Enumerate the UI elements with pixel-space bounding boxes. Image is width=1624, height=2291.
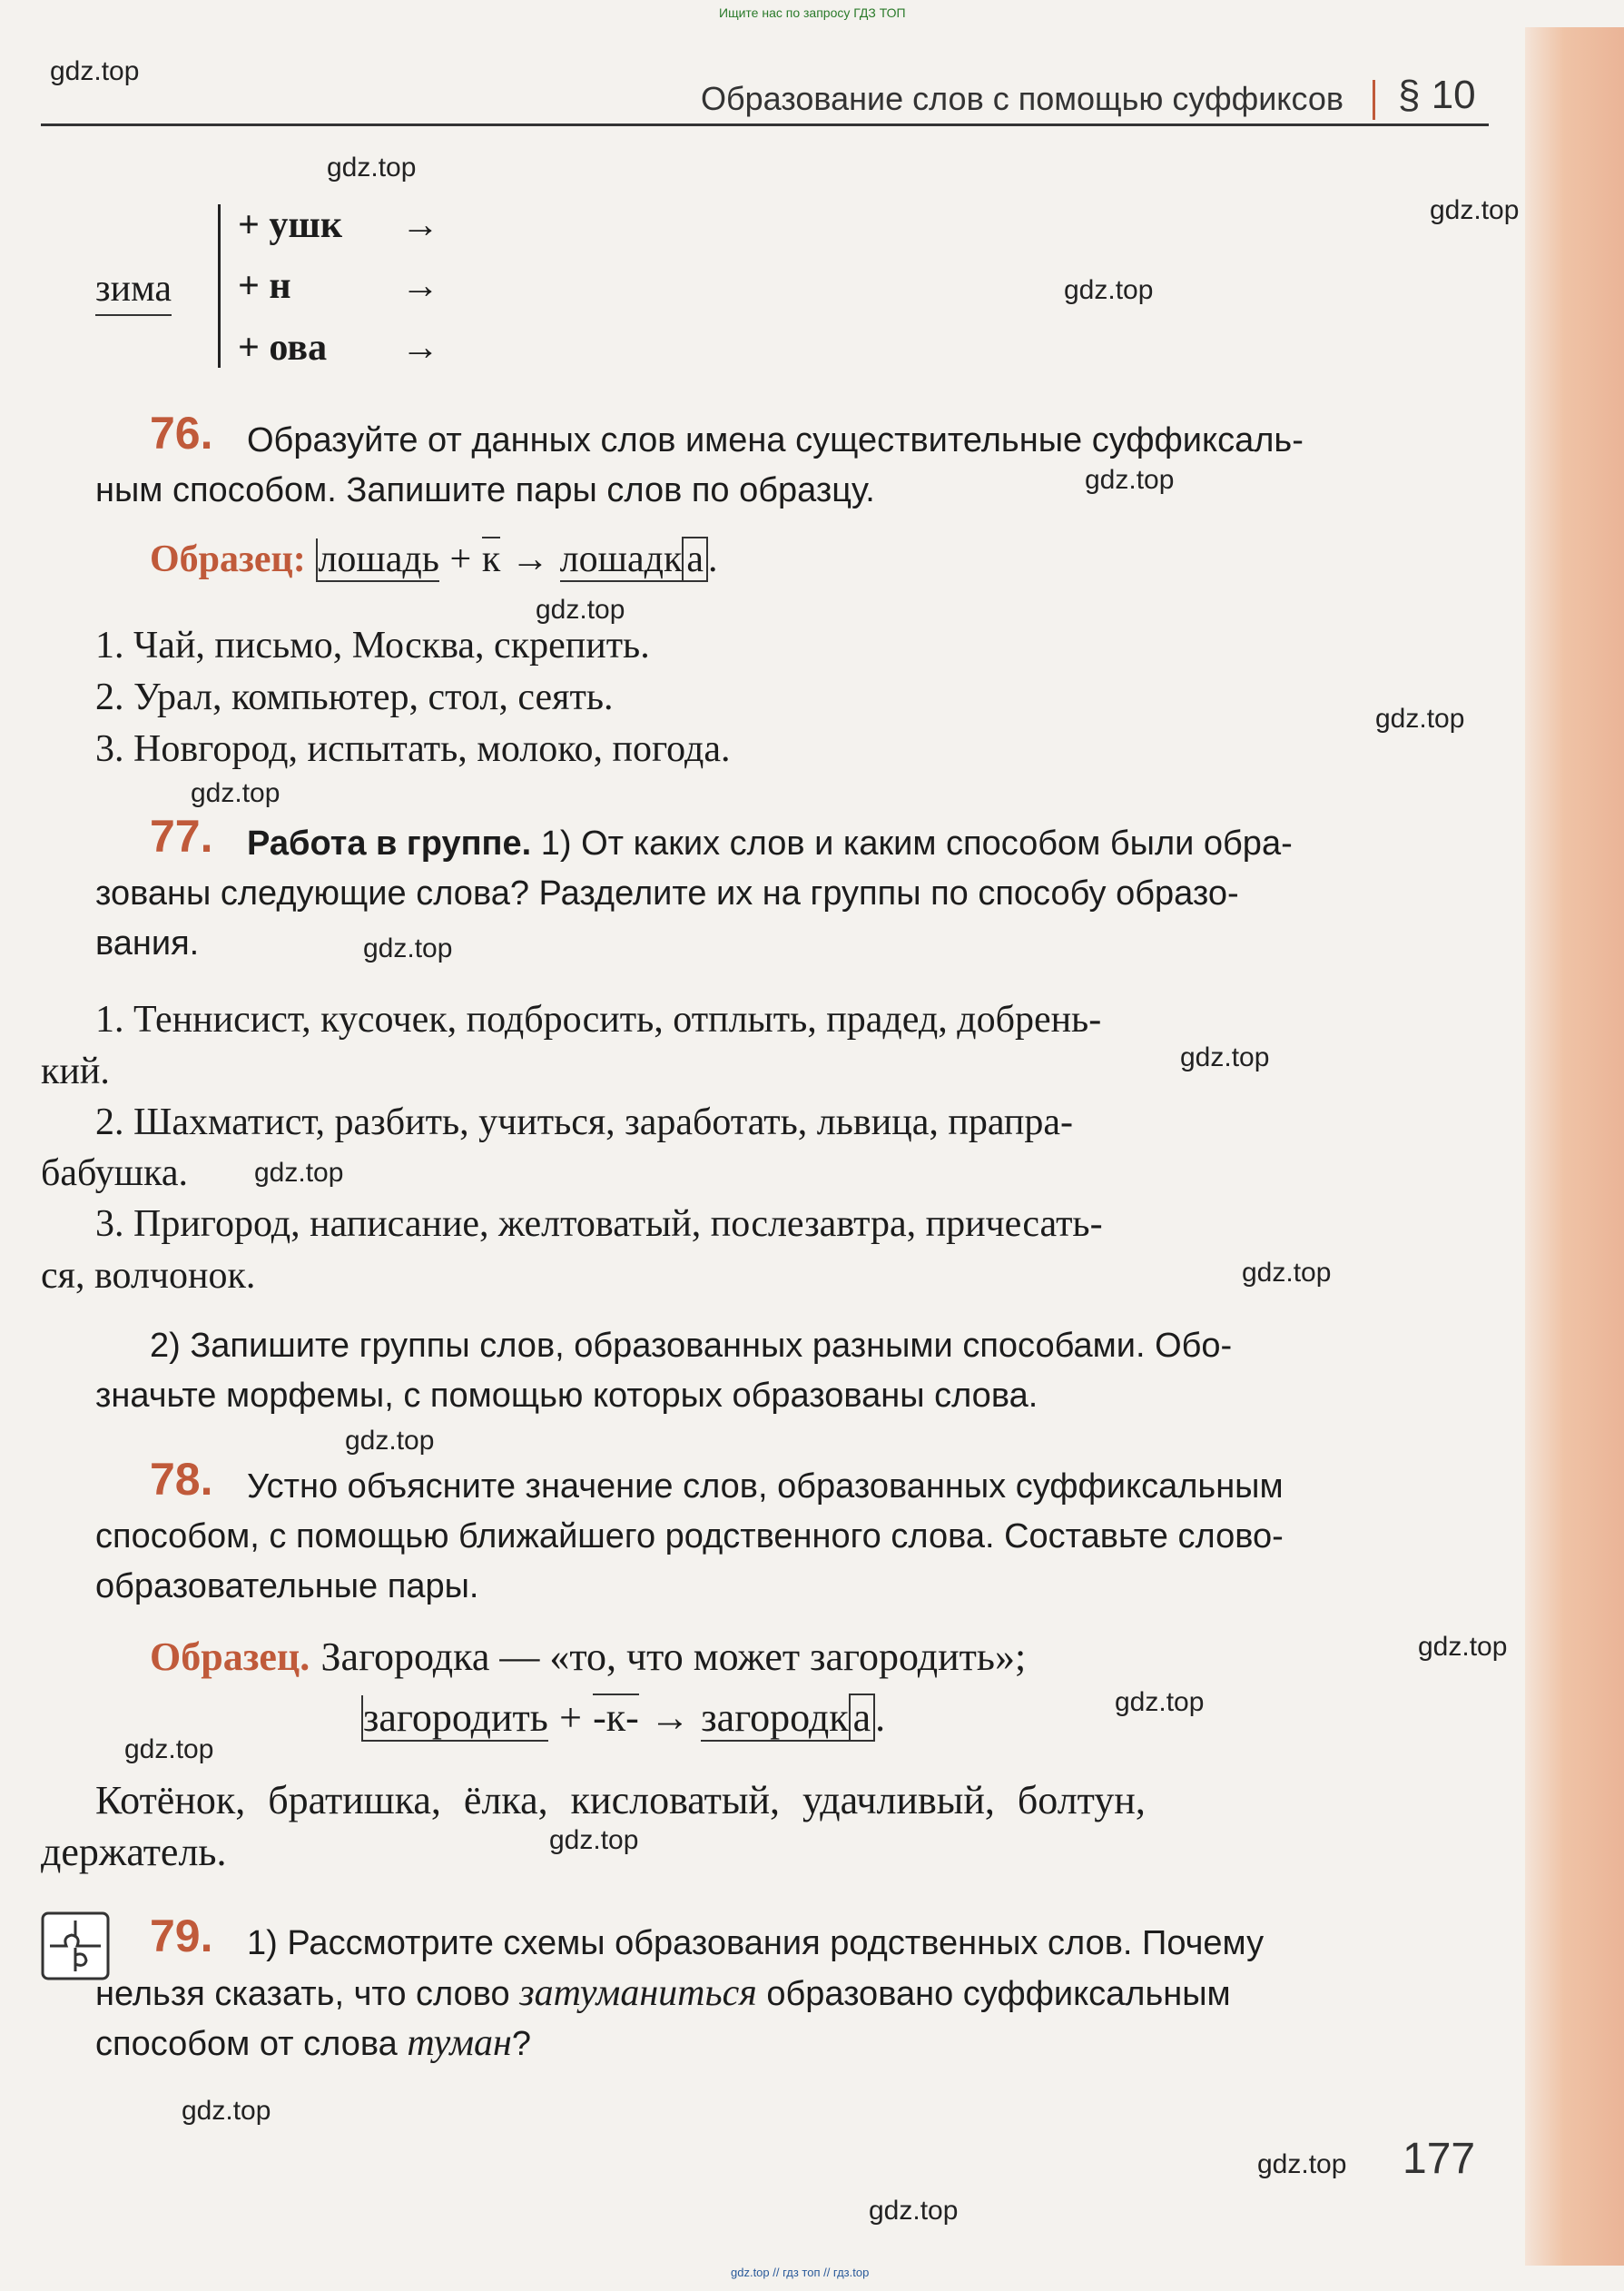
arrow-icon: →	[401, 327, 439, 369]
exercise-text: способом от слова туман?	[95, 2022, 531, 2064]
italic-word: туман	[407, 2022, 512, 2064]
watermark: gdz.top	[1115, 1687, 1205, 1717]
header-rule	[41, 123, 1489, 126]
watermark: gdz.top	[869, 2196, 959, 2226]
italic-word: затуманиться	[519, 1972, 757, 2014]
watermark: gdz.top	[363, 933, 453, 963]
page-number: 177	[1403, 2135, 1476, 2183]
section-number: § 10	[1398, 73, 1476, 117]
list-item: 3. Новгород, испытать, молоко, погода.	[95, 728, 731, 770]
list-item: 2. Шахматист, разбить, учиться, заработать, львица, прапра-	[95, 1101, 1074, 1143]
header-divider	[1373, 80, 1375, 120]
sample-line: Образец: лошадь + к → лошадк а .	[150, 538, 718, 580]
watermark: gdz.top	[254, 1158, 344, 1188]
watermark: gdz.top	[124, 1734, 214, 1764]
scheme-suffix: + н	[238, 265, 291, 307]
watermark: gdz.top	[1257, 2149, 1347, 2179]
exercise-number: 77.	[150, 811, 213, 862]
list-item: кий.	[41, 1051, 110, 1092]
sample-line: загородить + -к- → загородк а .	[363, 1695, 886, 1740]
scheme-bracket	[218, 204, 221, 368]
top-note: Ищите нас по запросу ГДЗ ТОП	[719, 5, 906, 20]
sample-result: лошадк	[559, 538, 683, 580]
exercise-text: Работа в группе. 1) От каких слов и каким способом были обра-	[247, 825, 1293, 863]
ending-box: а	[682, 537, 708, 582]
watermark: gdz.top	[327, 153, 417, 183]
sample-result: загородк	[701, 1695, 849, 1740]
arrow-icon: →	[401, 204, 439, 246]
scheme-suffix: + ушк	[238, 204, 343, 246]
sample-suffix: -к-	[593, 1695, 639, 1740]
word-list: держатель.	[41, 1830, 227, 1874]
watermark: gdz.top	[345, 1426, 435, 1456]
header-title: Образование слов с помощью суффиксов	[701, 80, 1344, 117]
arrow-icon: →	[401, 265, 439, 307]
exercise-number: 78.	[150, 1454, 213, 1505]
bottom-note: gdz.top // гдз топ // гдз.top	[731, 2266, 870, 2279]
watermark: gdz.top	[1064, 275, 1154, 305]
sample-label: Образец.	[150, 1634, 310, 1679]
exercise-text: зованы следующие слова? Разделите их на группы по способу образо-	[95, 874, 1239, 913]
exercise-number: 76.	[150, 408, 213, 459]
page-edge-tint	[1525, 27, 1624, 2266]
watermark: gdz.top	[549, 1825, 639, 1855]
watermark: gdz.top	[1430, 195, 1520, 225]
exercise-text: 2) Запишите группы слов, образованных разными способами. Обо-	[150, 1327, 1233, 1365]
list-item: 3. Пригород, написание, желтоватый, послезавтра, причесать-	[95, 1203, 1103, 1245]
group-work-label: Работа в группе.	[247, 825, 532, 863]
watermark: gdz.top	[1242, 1258, 1332, 1288]
watermark: gdz.top	[1180, 1042, 1270, 1072]
watermark: gdz.top	[191, 778, 281, 808]
list-item: 1. Теннисист, кусочек, подбросить, отплыть, прадед, добрень-	[95, 999, 1102, 1041]
exercise-text: значьте морфемы, с помощью которых образованы слова.	[95, 1377, 1038, 1415]
watermark: gdz.top	[1375, 704, 1465, 734]
watermark: gdz.top	[536, 595, 625, 625]
exercise-number: 79.	[150, 1911, 213, 1961]
list-item: ся, волчонок.	[41, 1255, 256, 1297]
ending-box: а	[849, 1694, 876, 1742]
sample-suffix: к	[481, 538, 501, 580]
watermark: gdz.top	[1418, 1632, 1508, 1662]
sample-label: Образец:	[150, 538, 306, 580]
exercise-text: способом, с помощью ближайшего родственного слова. Составьте слово-	[95, 1517, 1284, 1555]
exercise-text: Устно объясните значение слов, образованных суффиксальным	[247, 1467, 1284, 1506]
arrow-icon: →	[510, 538, 549, 580]
word-list: Котёнок, братишка, ёлка, кисловатый, удачливый, болтун,	[95, 1778, 1146, 1822]
sample-line: Образец. Загородка — «то, что может загородить»;	[150, 1634, 1027, 1679]
arrow-icon: →	[650, 1695, 691, 1740]
list-item: 2. Урал, компьютер, стол, сеять.	[95, 676, 614, 718]
sample-word: загородить	[363, 1695, 548, 1740]
list-item: бабушка.	[41, 1152, 189, 1194]
exercise-text: Образуйте от данных слов имена существительные суффиксаль-	[247, 421, 1304, 459]
scheme-suffix: + ова	[238, 327, 328, 369]
exercise-text: нельзя сказать, что слово затуманиться образовано суффиксальным	[95, 1972, 1231, 2014]
exercise-text: образовательные пары.	[95, 1567, 479, 1605]
scheme-root: зима	[95, 263, 172, 316]
exercise-text: ным способом. Запишите пары слов по образцу.	[95, 471, 875, 509]
watermark: gdz.top	[1085, 465, 1175, 495]
watermark: gdz.top	[50, 56, 140, 86]
watermark: gdz.top	[182, 2096, 271, 2126]
exercise-text: вания.	[95, 924, 200, 963]
list-item: 1. Чай, письмо, Москва, скрепить.	[95, 625, 650, 667]
sample-word: лошадь	[318, 538, 439, 580]
exercise-text: 1) Рассмотрите схемы образования родственных слов. Почему	[247, 1924, 1265, 1962]
